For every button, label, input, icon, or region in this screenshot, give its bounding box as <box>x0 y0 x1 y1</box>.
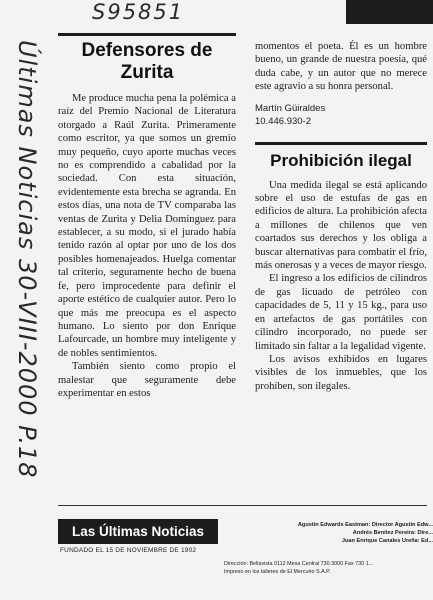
left-column <box>58 38 236 400</box>
right-article-paragraph: Una medida ilegal se está aplicando sobre el uso de estufas de gas en edificios de altura. La prohibición afecta a millones de chilenos que ven coartados sus derechos y los obliga a buscar alternativas para combatir el frío, más onerosas y a veces de mayor riesgo. <box>255 179 427 272</box>
handwritten-source-note: Últimas Noticias 30-VIII-2000 P.18 <box>13 40 41 479</box>
newspaper-masthead: Las Últimas Noticias <box>58 519 218 544</box>
footer-rule <box>58 505 427 506</box>
author-id: 10.446.930-2 <box>255 115 311 127</box>
corner-black-block <box>346 0 433 24</box>
left-article-paragraph: Me produce mucha pena la polémica a raíz del Premio Nacional de Literatura otorgado a Raúl Zurita. Primeramente como escritor, ya que somos un gremio muy pequeño, cuyo aporte muchas veces no es comprendido a cabalidad por la sociedad. Con esta situación, evidentemente esta brecha se agranda. En estos días, una nota de TV comparaba las ventas de Zurita y Delia Domínguez para establecer, a su modo, si el jurado había tenido razón al optar por uno de los dos posibles homenajeados. Huelga comentar tal criterio, seguramente hecho de buena fe, pero improcedente para definir el aporte estético de cualquier autor. Pero lo que más me preocupa es el aspecto humano. Lo siento por don Enrique Lafourcade, un hombre muy inteligente y de nobles sentimientos. <box>58 93 236 359</box>
staff-line: Juan Enrique Canales Ureña: Ed... <box>341 538 433 544</box>
left-article-paragraph: También siento como propio el malestar que seguramente debe experimentar en estos <box>58 361 236 399</box>
right-article-paragraph: Los avisos exhibidos en lugares visibles de los inmuebles, que los prohíben, son ilegales. <box>255 353 427 392</box>
founded-line: FUNDADO EL 15 DE NOVIEMBRE DE 1902 <box>60 547 197 554</box>
author-name: Martín Güiraldes <box>255 102 326 114</box>
staff-line: Agustín Edwards Eastman: Director Agustín Edw... <box>297 522 433 528</box>
letter-author <box>255 102 427 128</box>
staff-list <box>268 521 433 545</box>
left-article-title: Defensores de Zurita <box>81 40 213 83</box>
right-article-title: Prohibición ilegal <box>270 150 412 170</box>
letter-continuation: momentos el poeta. Él es un hombre bueno, un grande de nuestra poesía, qué duda cabe, y un autor que no merece este agravio a su honra personal. <box>255 41 427 93</box>
section-rule <box>255 142 427 145</box>
top-rule <box>58 33 236 36</box>
address-line: Dirección: Bellavista 0112 Mesa Central 730 3000 Fax 730 1... <box>224 561 374 567</box>
staff-line: Andrés Benítez Pereira: Dire... <box>352 530 433 536</box>
print-line: Impreso en los talleres de El Mercurio S.A.P. <box>224 569 331 575</box>
handwritten-archive-code: S95851 <box>92 0 185 24</box>
right-column <box>255 40 427 393</box>
address-block <box>224 560 433 576</box>
right-article-paragraph: El ingreso a los edificios de cilindros de gas licuado de petróleo con capacidades de 5, 11 y 15 kg., para uso en artefactos de gas portátiles con cilindro incorporado, no puede ser limitado sin faltar a la legalidad vigente. <box>255 273 427 352</box>
